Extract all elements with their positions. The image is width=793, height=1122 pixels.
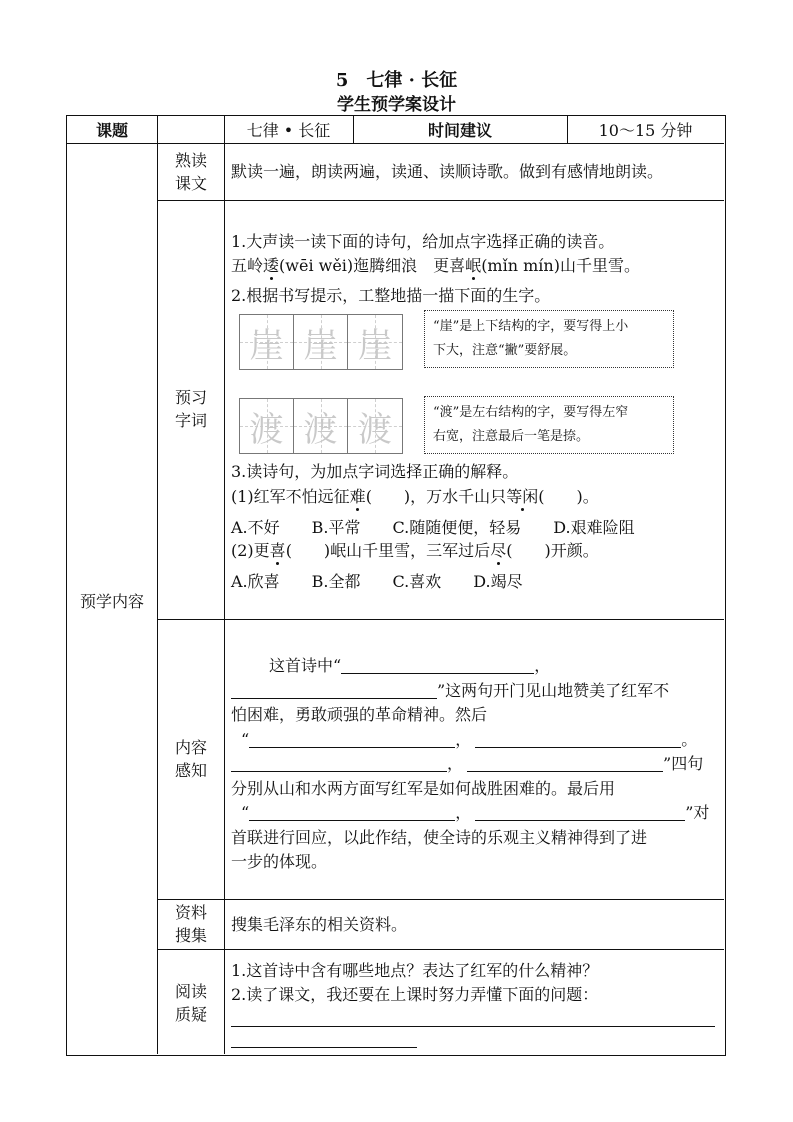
preview-label-text: 预习 字词 [174, 388, 207, 430]
content-line-9: 一步的体现。 [231, 852, 328, 871]
q3-2-text-c: ( )开颜。 [506, 541, 599, 560]
tracing-cell [348, 315, 402, 369]
topic-value: 七律 • 长征 [246, 121, 331, 140]
material-label [158, 901, 224, 947]
material-label-text: 资料 搜集 [174, 903, 207, 945]
reading-label-text: 熟读 课文 [174, 151, 207, 193]
poem-text-c: (mǐn mín)山千里雪。 [481, 256, 640, 275]
tip-line: “渡”是左右结构的字，要写得左窄 [433, 405, 629, 420]
content-text: “ [241, 803, 250, 822]
poem-text-b: (wēi wěi)迤腾细浪 更喜 [279, 256, 466, 275]
preview-q1: 1.大声读一读下面的诗句，给加点字选择正确的读音。 [231, 232, 615, 251]
content-text: ”对 [685, 803, 710, 822]
content-text: 。 [681, 730, 698, 749]
worksheet-subtitle: 学生预学案设计 [337, 95, 456, 115]
questions-q2: 2.读了课文，我还要在上课时努力弄懂下面的问题： [231, 985, 599, 1004]
q3-2-text-b: ( )岷山千里雪，三军过后 [285, 541, 491, 560]
answer-blank[interactable] [467, 753, 663, 772]
trace-char: 崖 [303, 325, 338, 366]
questions-label [158, 980, 224, 1026]
content-text: 这首诗中“ [269, 656, 342, 675]
tracing-grid-ya [239, 314, 403, 370]
tip-line: “崖”是上下结构的字，要写得上小 [433, 319, 629, 334]
content-line-6: 分别从山和水两方面写红军是如何战胜困难的。最后用 [231, 779, 616, 798]
reading-label [158, 149, 224, 195]
dotted-char-nan: 难 [349, 487, 366, 506]
content-text: “ [241, 730, 250, 749]
dotted-char-min: 岷 [465, 256, 482, 275]
q3-1-text-c: ( )。 [538, 487, 599, 506]
preview-q3: 3.读诗句，为加点字词选择正确的解释。 [231, 462, 519, 481]
answer-blank[interactable] [231, 680, 437, 699]
trace-char: 渡 [303, 409, 338, 450]
worksheet-table [66, 115, 726, 1056]
trace-char: 渡 [249, 409, 284, 450]
time-label: 时间建议 [427, 121, 492, 140]
trace-char: 渡 [358, 409, 392, 450]
q3-2-text-a: (2)更 [231, 541, 270, 560]
tracing-cell [294, 399, 348, 453]
content-text: ”四句 [663, 754, 704, 773]
preview-q3-2 [231, 538, 599, 563]
answer-blank[interactable] [475, 729, 681, 748]
tracing-cell [240, 399, 294, 453]
content-text: ， [455, 803, 472, 822]
content-line-8: 首联进行回应，以此作结，使全诗的乐观主义精神得到了进 [231, 828, 648, 847]
content-line-7 [241, 800, 709, 825]
preview-label [158, 386, 224, 432]
lesson-title: 5 七律 · 长征 [335, 70, 458, 91]
dotted-char-jin: 尽 [490, 541, 507, 560]
content-text: ， [455, 730, 472, 749]
writing-tip-du [424, 396, 674, 454]
tracing-cell [294, 315, 348, 369]
answer-line[interactable] [231, 1026, 715, 1027]
content-line-5 [231, 751, 703, 776]
preview-q2: 2.根据书写提示，工整地描一描下面的生字。 [231, 286, 551, 305]
material-text: 搜集毛泽东的相关资料。 [231, 915, 408, 934]
preview-q1-poem-line [231, 253, 640, 278]
dotted-word-dengxian: 等闲 [506, 487, 539, 506]
content-text: ， [534, 656, 551, 675]
writing-tip-ya [424, 310, 674, 368]
content-label-text: 内容 感知 [174, 738, 207, 780]
content-text: ”这两句开门见山地赞美了红军不 [437, 681, 670, 700]
answer-line[interactable] [231, 1047, 417, 1048]
questions-q1: 1.这首诗中含有哪些地点？表达了红军的什么精神？ [231, 961, 599, 980]
content-line-1 [269, 653, 550, 678]
reading-text: 默读一遍，朗读两遍，读通、读顺诗歌。做到有感情地朗读。 [231, 162, 664, 181]
preview-q3-1 [231, 484, 599, 509]
time-value: 10～15 分钟 [598, 121, 693, 140]
trace-char: 崖 [358, 325, 392, 366]
answer-blank[interactable] [231, 753, 447, 772]
content-text: ， [447, 754, 464, 773]
tip-line: 下大，注意“撇”要舒展。 [433, 343, 577, 358]
questions-label-text: 阅读 质疑 [174, 982, 207, 1024]
poem-text-a: 五岭 [231, 256, 264, 275]
answer-blank[interactable] [341, 655, 534, 674]
tip-line: 右宽，注意最后一笔是捺。 [433, 429, 590, 444]
answer-blank[interactable] [249, 802, 455, 821]
content-line-3: 怕困难，勇敢顽强的革命精神。然后 [231, 705, 488, 724]
tracing-cell [240, 315, 294, 369]
topic-label: 课题 [95, 121, 128, 140]
section-label: 预学内容 [79, 592, 144, 611]
q3-1-text-b: ( )，万水千山只 [365, 487, 507, 506]
trace-char: 崖 [249, 325, 284, 366]
preview-q3-2-options: A.欣喜 B.全都 C.喜欢 D.竭尽 [231, 572, 523, 591]
q3-1-text-a: (1)红军不怕远征 [231, 487, 350, 506]
preview-q3-1-options: A.不好 B.平常 C.随随便便，轻易 D.艰难险阻 [231, 518, 635, 537]
answer-blank[interactable] [475, 802, 685, 821]
tracing-grid-du [239, 398, 403, 454]
dotted-char-wei: 逶 [263, 256, 280, 275]
dotted-char-xi: 喜 [269, 541, 286, 560]
content-label [158, 736, 224, 782]
content-line-2 [231, 678, 669, 703]
content-line-4 [241, 727, 697, 752]
answer-blank[interactable] [249, 729, 455, 748]
tracing-cell [348, 399, 402, 453]
